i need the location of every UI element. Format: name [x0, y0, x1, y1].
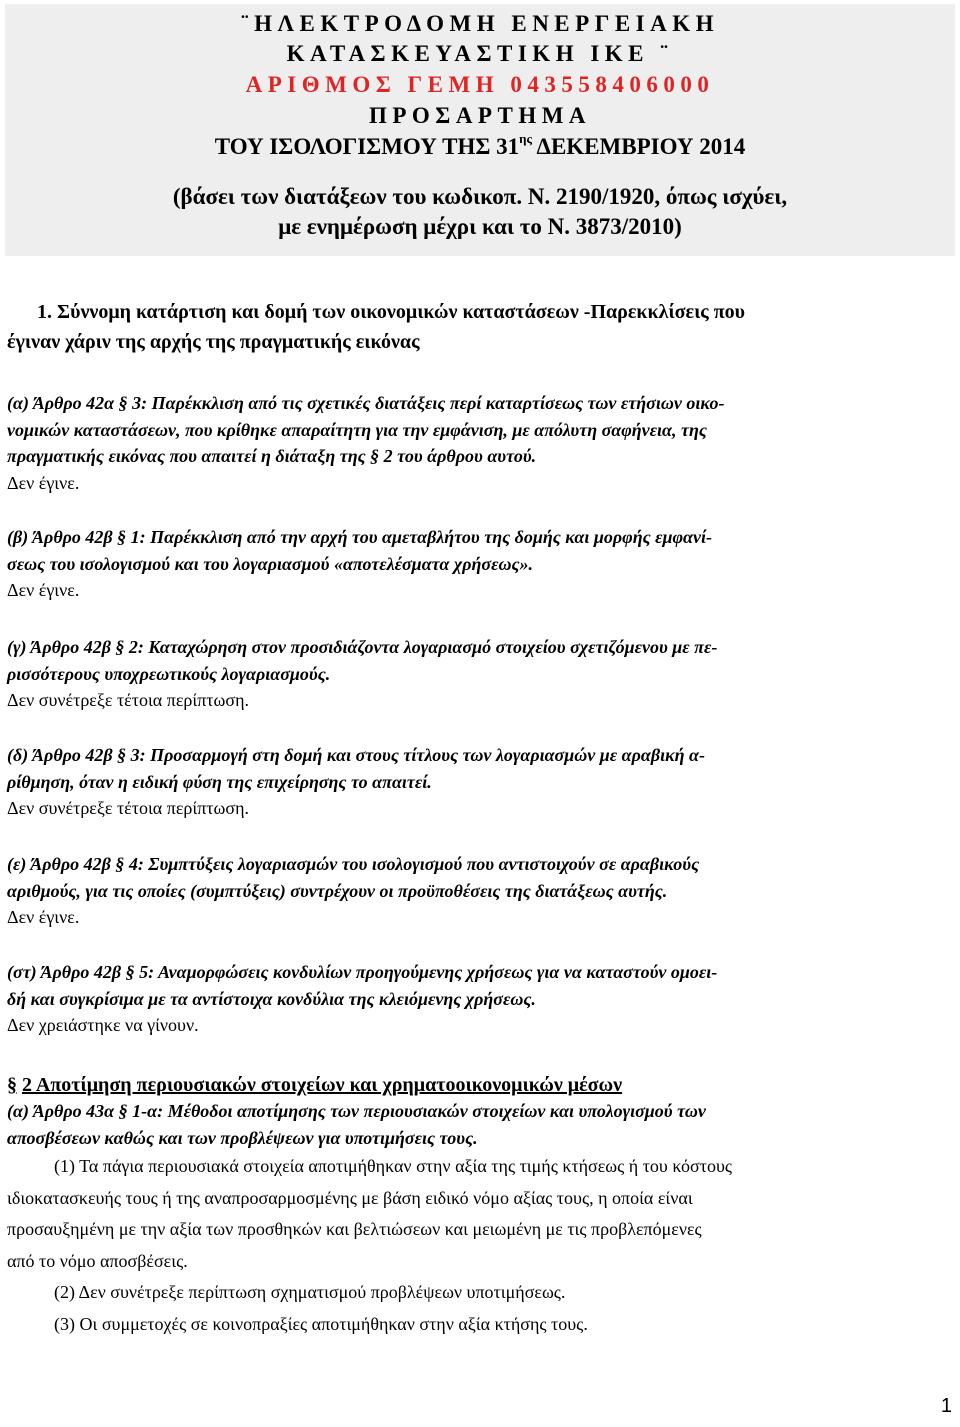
document-period: ΤΟΥ ΙΣΟΛΟΓΙΣΜΟΥ ΤΗΣ $31^{\eta\varsigma}$ ΔΕΚΕΜΒΡΙΟΥ 2014 [214, 131, 746, 159]
item-e-line1: (ε) Άρθρο 42β § 4: Συμπτύξεις λογαριασμών του ισολογισμού που αντιστοιχούν σε αραβικούς [7, 854, 700, 874]
item-b-line2: σεως του ισολογισμού και του λογαριασμού «αποτελέσματα χρήσεως». [7, 553, 533, 574]
document-type: ΠΡΟΣΑΡΤΗΜΑ [368, 103, 592, 128]
paragraph-2: (2) Δεν συνέτρεξε περίπτωση σχηματισμού προβλέψεων υποτιμήσεως. [54, 1282, 566, 1302]
item-b-answer: Δεν έγινε. [7, 580, 80, 600]
item-b-line1: (β) Άρθρο 42β § 1: Παρέκκλιση από την αρχή του αμεταβλήτου της δομής και μορφής εμφανί- [7, 527, 712, 547]
item-c-line2: ρισσότερους υποχρεωτικούς λογαριασμούς. [7, 663, 331, 684]
item-d-line2: ρίθμηση, όταν η ειδική φύση της επιχείρησης το απαιτεί. [7, 771, 432, 792]
document-header [5, 4, 955, 256]
page-number: 1 [940, 1395, 952, 1417]
company-name-line2: ΚΑΤΑΣΚΕΥΑΣΤΙΚΗ ΙΚΕ ¨ [286, 41, 674, 66]
item-d-line1: (δ) Άρθρο 42β § 3: Προσαρμογή στη δομή και στους τίτλους των λογαριασμών με αραβική α- [7, 745, 705, 765]
item-st-line2: δή και συγκρίσιμα με τα αντίστοιχα κονδύλια της κλειόμενης χρήσεως. [7, 988, 536, 1009]
section1-title: 1. Σύννομη κατάρτιση και δομή των οικονομικών καταστάσεων -Παρεκκλίσεις που έγιναν χάριν της αρχής της πραγματικής εικόνας [7, 301, 746, 353]
item-a-line2: νομικών καταστάσεων, που κρίθηκε απαραίτητη για την εμφάνιση, με απόλυτη σαφήνεια, της [7, 419, 707, 440]
item-st-answer: Δεν χρειάστηκε να γίνουν. [7, 1015, 199, 1035]
section2-title: § 2 Αποτίμηση περιουσιακών στοιχείων και χρηματοοικονομικών μέσων [7, 1074, 623, 1096]
item-c [7, 634, 959, 714]
item-b [7, 524, 959, 604]
item-st-line1: (στ) Άρθρο 42β § 5: Αναμορφώσεις κονδυλίων προηγούμενης χρήσεως για να καταστούν ομοει- [7, 962, 718, 982]
paragraph-3: (3) Οι συμμετοχές σε κοινοπραξίες αποτιμήθηκαν στην αξία κτήσης τους. [54, 1314, 588, 1334]
item-a-line3: πραγματικής εικόνας που απαιτεί η διάταξη της § 2 του άρθρου αυτού. [7, 446, 537, 466]
item-d-answer: Δεν συνέτρεξε τέτοια περίπτωση. [7, 798, 249, 818]
item-c-answer: Δεν συνέτρεξε τέτοια περίπτωση. [7, 690, 249, 710]
item-e-line2: αριθμούς, για τις οποίες (συμπτύξεις) συντρέχουν οι προϋποθέσεις της διατάξεως αυτής. [7, 880, 668, 901]
item-e-answer: Δεν έγινε. [7, 907, 80, 927]
gemi-number: ΑΡΙΘΜΟΣ ΓΕΜΗ 043558406000 [245, 72, 715, 97]
item-a [7, 390, 959, 496]
section-mark: § [7, 1074, 17, 1096]
item-st [7, 959, 959, 1039]
legal-basis-line1: (βάσει των διατάξεων του κωδικοπ. Ν. 2190/1920, όπως ισχύει, [172, 184, 788, 209]
item-a-answer: Δεν έγινε. [7, 472, 80, 493]
item-c-line1: (γ) Άρθρο 42β § 2: Καταχώρηση στον προσιδιάζοντα λογαριασμό στοιχείου σχετιζόμενου με πε- [7, 637, 718, 657]
section2-subtitle: (α) Άρθρο 43α § 1-α: Μέθοδοι αποτίμησης των περιουσιακών στοιχείων και υπολογισμού των αποσβέσεων καθώς και των προβλέψεων για υποτιμήσεις τους. [7, 1101, 706, 1148]
item-a-line1: (α) Άρθρο 42α § 3: Παρέκκλιση από τις σχετικές διατάξεις περί καταρτίσεως των ετήσιων οικο- [7, 393, 725, 413]
paragraph-1: (1) Τα πάγια περιουσιακά στοιχεία αποτιμήθηκαν στην αξία της τιμής κτήσεως ή του κόστους ιδιοκατασκευής τους ή της αναπροσαρμοσμένης με βάση ειδικό νόμο αξίας τους, η οποία είναι προσαυξημένη με την αξία των προσθηκών και βελτιώσεων και μειωμένη με τις προβλεπόμενες από το νόμο αποσβέσεις. [7, 1156, 732, 1271]
company-name-line1: ¨ΗΛΕΚΤΡΟΔΟΜΗ ΕΝΕΡΓΕΙΑΚΗ [240, 11, 720, 36]
item-d [7, 742, 959, 822]
item-e [7, 851, 959, 931]
legal-basis-line2: με ενημέρωση μέχρι και το Ν. 3873/2010) [278, 214, 682, 239]
